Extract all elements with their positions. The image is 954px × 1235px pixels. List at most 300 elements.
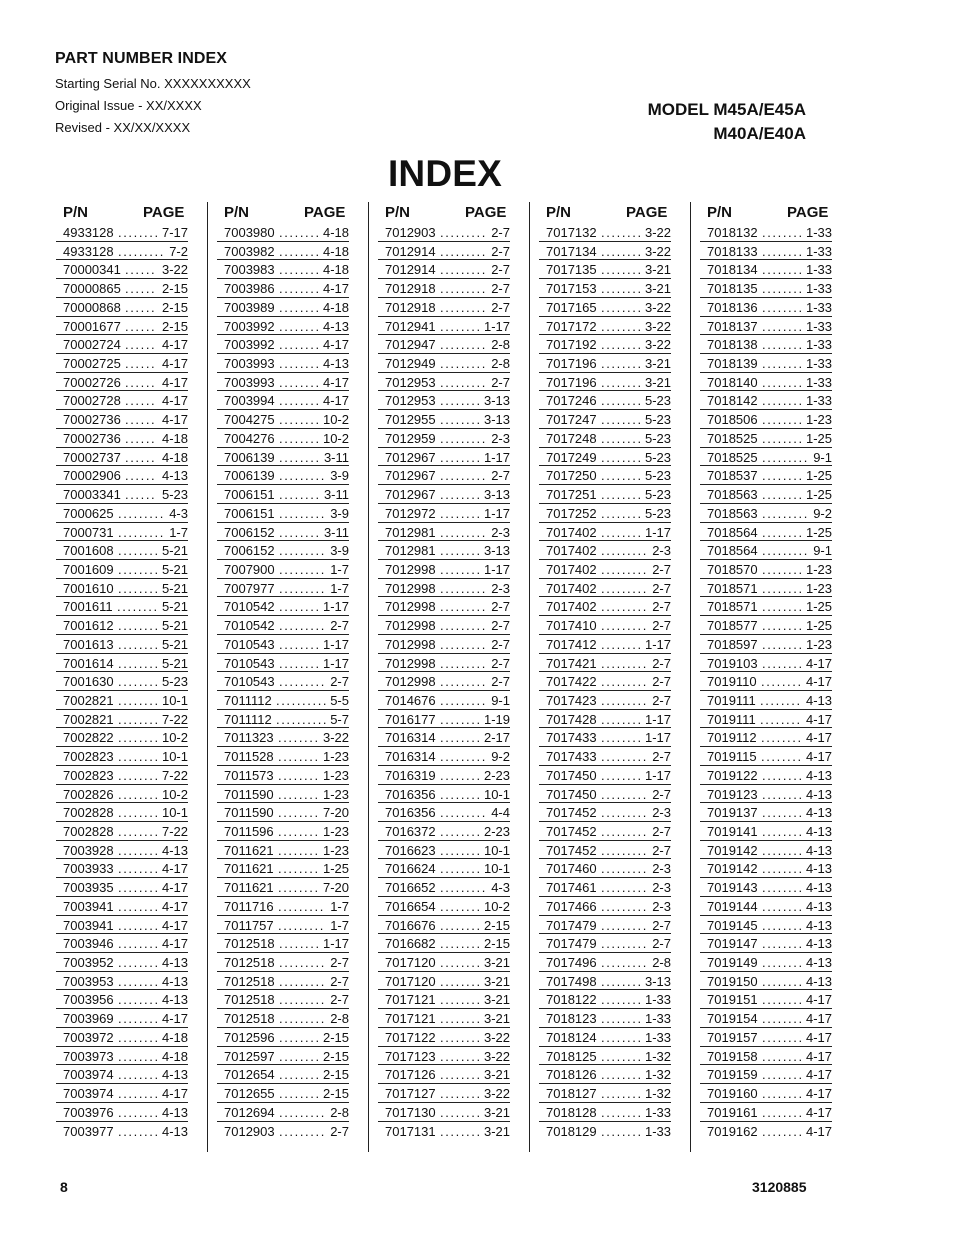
page-ref: 1-17 [483,561,510,577]
index-row [56,523,188,542]
leader-dots: ......... [279,674,326,690]
leader-dots: ........ [440,1048,482,1064]
leader-dots: ........ [601,412,643,428]
part-number: 7017428 [546,711,597,727]
part-number: 7018138 [707,337,758,353]
part-number: 7006152 [224,543,275,559]
page-ref: 2-8 [330,1104,349,1120]
index-row [700,1028,832,1047]
index-row [56,1009,188,1028]
leader-dots: ...... [125,430,157,446]
page-ref: 4-17 [805,1086,832,1102]
page-ref: 1-33 [805,318,832,334]
index-row [539,597,671,616]
page-ref: 3-22 [322,730,349,746]
leader-dots: ........ [762,767,804,783]
leader-dots: ........ [762,861,804,877]
part-number: 7010543 [224,655,275,671]
part-number: 7017450 [546,767,597,783]
page-ref: 1-17 [644,767,671,783]
page-ref: 1-23 [322,767,349,783]
index-row [56,691,188,710]
part-number: 7003976 [63,1104,114,1120]
part-number: 7017496 [546,955,597,971]
leader-dots: ........ [279,430,321,446]
page-ref: 7-20 [322,880,349,896]
column-header-pn: P/N [385,204,411,221]
leader-dots: ........ [440,1011,482,1027]
index-row [539,1084,671,1103]
leader-dots: ........ [118,842,160,858]
column-header-pn: P/N [63,204,89,221]
page-ref: 3-22 [483,1086,510,1102]
part-number: 70001677 [63,318,121,334]
index-row [700,597,832,616]
part-number: 7012998 [385,580,436,596]
index-row [700,373,832,392]
part-number: 7017130 [385,1104,436,1120]
leader-dots: ........ [118,898,160,914]
page-ref: 4-3 [491,880,510,896]
page-ref: 4-13 [161,842,188,858]
leader-dots: ........ [601,262,643,278]
column-header-pn: P/N [707,204,733,221]
part-number: 7012998 [385,655,436,671]
leader-dots: ........ [601,318,643,334]
leader-dots: ........ [278,730,320,746]
part-number: 7018140 [707,374,758,390]
index-row [56,897,188,916]
column-header-page: PAGE [465,204,507,221]
part-number: 7003935 [63,880,114,896]
part-number: 7012655 [224,1086,275,1102]
leader-dots: ........ [118,711,160,727]
part-number: 7003974 [63,1067,114,1083]
index-row [378,897,510,916]
page-ref: 2-7 [652,824,671,839]
part-number: 7011573 [224,767,274,783]
page-ref: 2-7 [652,655,671,671]
leader-dots: ...... [125,318,157,334]
index-row [378,841,510,860]
leader-dots: ......... [440,299,487,315]
index-row [217,242,349,261]
page-ref: 9-1 [491,692,510,708]
part-number: 7012518 [224,992,275,1008]
page-ref: 4-18 [322,299,349,315]
index-row [539,897,671,916]
part-number: 7018137 [707,318,758,334]
page-ref: 2-7 [491,674,510,690]
model-line-2: M40A/E40A [713,124,806,143]
leader-dots: ......... [440,674,487,690]
page-ref: 2-7 [330,618,349,634]
index-row [56,373,188,392]
part-number: 7019154 [707,1011,758,1027]
index-row [217,335,349,354]
index-row [56,1084,188,1103]
leader-dots: ........ [118,636,160,652]
leader-dots: ........ [118,674,160,690]
leader-dots: ......... [601,786,648,802]
part-number: 7003993 [224,374,275,390]
part-number: 7019111 [707,711,756,727]
page-ref: 3-11 [323,524,349,540]
leader-dots: ........ [278,786,320,802]
page-ref: 1-33 [805,356,832,372]
index-row [700,1047,832,1066]
index-row [700,859,832,878]
part-number: 7016624 [385,861,436,877]
page-ref: 5-23 [644,468,671,484]
page-ref: 10-2 [161,730,188,746]
page-ref: 4-17 [805,749,832,765]
index-row [539,391,671,410]
part-number: 70002724 [63,337,121,353]
column-header-page: PAGE [787,204,829,221]
page-ref: 3-21 [483,992,510,1008]
part-number: 7012949 [385,356,436,372]
leader-dots: ...... [125,487,157,503]
page-ref: 4-17 [161,861,188,877]
index-row [700,803,832,822]
page-ref: 3-22 [644,243,671,259]
index-row [539,560,671,579]
leader-dots: ........ [440,824,482,839]
part-number: 7007977 [224,580,275,596]
page-ref: 4-17 [805,674,832,690]
page-ref: 10-2 [483,898,510,914]
index-column-4 [539,202,679,1140]
index-row [539,934,671,953]
page-ref: 4-13 [805,824,832,839]
page-ref: 5-23 [644,449,671,465]
index-row [700,504,832,523]
leader-dots: ......... [601,955,648,971]
part-number: 7017460 [546,861,597,877]
page-ref: 2-15 [322,1048,349,1064]
index-row [700,448,832,467]
page-ref: 3-9 [330,468,349,484]
part-number: 7019145 [707,917,758,933]
page-ref: 4-13 [805,898,832,914]
leader-dots: ......... [440,337,487,353]
page-ref: 1-23 [322,786,349,802]
leader-dots: ......... [601,618,648,634]
leader-dots: ........ [118,1104,160,1120]
index-row [539,916,671,935]
leader-dots: ......... [601,917,648,933]
index-row [378,972,510,991]
index-row [378,242,510,261]
leader-dots: ........ [279,655,321,671]
part-number: 7003992 [224,318,275,334]
leader-dots: ........ [279,337,321,353]
leader-dots: ........ [762,580,804,596]
leader-dots: ........ [762,655,804,671]
part-number: 7017121 [385,992,436,1008]
leader-dots: ........ [762,1086,804,1102]
page-ref: 5-21 [161,599,188,615]
leader-dots: ........ [440,543,482,559]
page-ref: 1-23 [322,824,349,839]
leader-dots: ......... [762,543,809,559]
part-number: 7011716 [224,898,274,914]
part-number: 7003941 [63,898,114,914]
page-ref: 2-7 [652,618,671,634]
column-header [700,202,840,223]
leader-dots: ........ [601,711,643,727]
leader-dots: ...... [125,281,157,297]
column-header [217,202,357,223]
index-row [539,878,671,897]
leader-dots: ........ [762,393,804,409]
leader-dots: ........ [761,674,803,690]
index-row [217,859,349,878]
part-number: 7017421 [546,655,597,671]
leader-dots: ...... [125,393,157,409]
part-number: 7012955 [385,412,436,428]
part-number: 7012654 [224,1067,275,1083]
part-number: 7017402 [546,524,597,540]
page-ref: 4-18 [322,225,349,240]
index-row [56,1122,188,1141]
index-row [378,990,510,1009]
index-row [378,616,510,635]
index-row [217,354,349,373]
index-row [217,260,349,279]
leader-dots: ......... [601,674,648,690]
leader-dots: ......... [440,692,487,708]
index-row [539,635,671,654]
page-ref: 3-21 [483,955,510,971]
page-ref: 2-7 [652,599,671,615]
part-number: 7002821 [63,692,114,708]
part-number: 7011621 [224,861,274,877]
index-row [539,990,671,1009]
page-ref: 4-13 [161,468,188,484]
index-column-2 [217,202,357,1140]
page-ref: 2-7 [652,692,671,708]
page-ref: 2-15 [322,1029,349,1045]
leader-dots: ........ [601,767,643,783]
part-number: 7019123 [707,786,758,802]
part-number: 7001614 [63,655,114,671]
page-ref: 2-7 [491,281,510,297]
page-ref: 1-33 [805,374,832,390]
index-row [378,391,510,410]
leader-dots: ........ [118,805,160,821]
index-row [539,785,671,804]
part-number: 7010542 [224,599,275,615]
page-ref: 3-22 [644,299,671,315]
leader-dots: ......... [118,505,165,521]
page-ref: 3-13 [483,487,510,503]
page-ref: 2-15 [483,936,510,952]
leader-dots: ........ [762,262,804,278]
page-ref: 5-5 [330,692,349,708]
part-number: 7007900 [224,561,275,577]
index-row [217,841,349,860]
index-row [378,953,510,972]
page-ref: 2-15 [483,917,510,933]
leader-dots: ........ [440,955,482,971]
part-number: 7017479 [546,936,597,952]
leader-dots: ......... [601,543,648,559]
leader-dots: ........ [440,1067,482,1083]
index-row [700,335,832,354]
leader-dots: ........ [762,1011,804,1027]
part-number: 7017410 [546,618,597,634]
page-ref: 2-3 [652,805,671,821]
index-row [539,1122,671,1141]
leader-dots: ......... [440,580,487,596]
part-number: 7017131 [385,1123,436,1139]
index-row [539,541,671,560]
page-ref: 2-3 [652,861,671,877]
page-ref: 3-13 [483,543,510,559]
leader-dots: ......... [601,599,648,615]
leader-dots: .......... [276,711,329,727]
page-ref: 1-33 [805,243,832,259]
leader-dots: ........ [279,412,321,428]
part-number: 7016177 [385,711,436,727]
index-row [539,279,671,298]
leader-dots: ........ [762,1123,804,1139]
leader-dots: ........ [440,711,482,727]
part-number: 7019158 [707,1048,758,1064]
leader-dots: ........ [118,225,160,240]
column-divider [368,202,369,1152]
part-number: 7011112 [224,711,272,727]
page-ref: 1-23 [805,580,832,596]
part-number: 7017196 [546,356,597,372]
part-number: 7017402 [546,561,597,577]
part-number: 7016314 [385,730,436,746]
leader-dots: ........ [440,561,482,577]
index-row [378,728,510,747]
index-row [700,897,832,916]
index-row [378,803,510,822]
leader-dots: ........ [762,842,804,858]
page-ref: 10-1 [483,861,510,877]
page-ref: 1-17 [644,524,671,540]
column-header-page: PAGE [626,204,668,221]
page-ref: 1-23 [805,561,832,577]
page-ref: 3-22 [483,1048,510,1064]
index-row [56,335,188,354]
index-row [700,953,832,972]
page-ref: 1-17 [644,730,671,746]
part-number: 70000341 [63,262,121,278]
index-row [539,859,671,878]
index-row [539,504,671,523]
part-number: 7010543 [224,674,275,690]
page-ref: 2-15 [322,1067,349,1083]
leader-dots: ........ [279,393,321,409]
page-ref: 10-1 [161,749,188,765]
leader-dots: ........ [279,636,321,652]
part-number: 7000625 [63,505,114,521]
page-ref: 5-21 [161,636,188,652]
page-ref: 4-18 [161,449,188,465]
leader-dots: ........ [440,992,482,1008]
page-ref: 2-7 [491,243,510,259]
index-row [217,1047,349,1066]
index-row [378,410,510,429]
page-ref: 4-18 [322,243,349,259]
leader-dots: ........ [601,1029,643,1045]
index-row [700,972,832,991]
page-ref: 1-25 [805,618,832,634]
leader-dots: ........ [118,655,160,671]
leader-dots: ........ [440,786,482,802]
leader-dots: ........ [601,374,643,390]
index-row [217,597,349,616]
leader-dots: ........ [440,393,482,409]
part-number: 7017450 [546,786,597,802]
index-row [700,317,832,336]
part-number: 7003974 [63,1086,114,1102]
index-row [56,953,188,972]
index-row [56,429,188,448]
index-row [378,710,510,729]
page-ref: 4-17 [161,393,188,409]
page-ref: 2-8 [330,1011,349,1027]
leader-dots: ........ [601,524,643,540]
page-ref: 2-15 [161,281,188,297]
leader-dots: ........ [601,505,643,521]
leader-dots: ........ [118,973,160,989]
leader-dots: ........ [440,861,482,877]
part-number: 7019110 [707,674,757,690]
page-ref: 1-33 [805,262,832,278]
index-row [217,803,349,822]
leader-dots: ........ [117,599,159,615]
leader-dots: ........ [762,243,804,259]
part-number: 70000865 [63,281,121,297]
model-line-1: MODEL M45A/E45A [647,100,806,119]
part-number: 7006151 [224,505,275,521]
part-number: 7011621 [224,842,274,858]
index-row [539,728,671,747]
index-row [378,635,510,654]
leader-dots: ........ [279,374,321,390]
page-ref: 4-13 [161,992,188,1008]
leader-dots: ......... [601,692,648,708]
page-ref: 1-7 [330,561,349,577]
part-number: 7011757 [224,917,274,933]
part-number: 7003956 [63,992,114,1008]
leader-dots: ........ [440,1104,482,1120]
index-row [56,560,188,579]
leader-dots: ........ [601,1123,643,1139]
leader-dots: ........ [601,337,643,353]
part-number: 7003980 [224,225,275,240]
index-row [217,1122,349,1141]
page-ref: 5-7 [330,711,349,727]
leader-dots: ........ [762,430,804,446]
index-row [217,466,349,485]
page-ref: 3-13 [483,393,510,409]
page-ref: 10-2 [322,430,349,446]
leader-dots: ........ [762,786,804,802]
page-ref: 2-23 [483,824,510,839]
index-row [700,1103,832,1122]
page-ref: 5-21 [161,580,188,596]
part-number: 7017249 [546,449,597,465]
part-number: 7019103 [707,655,758,671]
